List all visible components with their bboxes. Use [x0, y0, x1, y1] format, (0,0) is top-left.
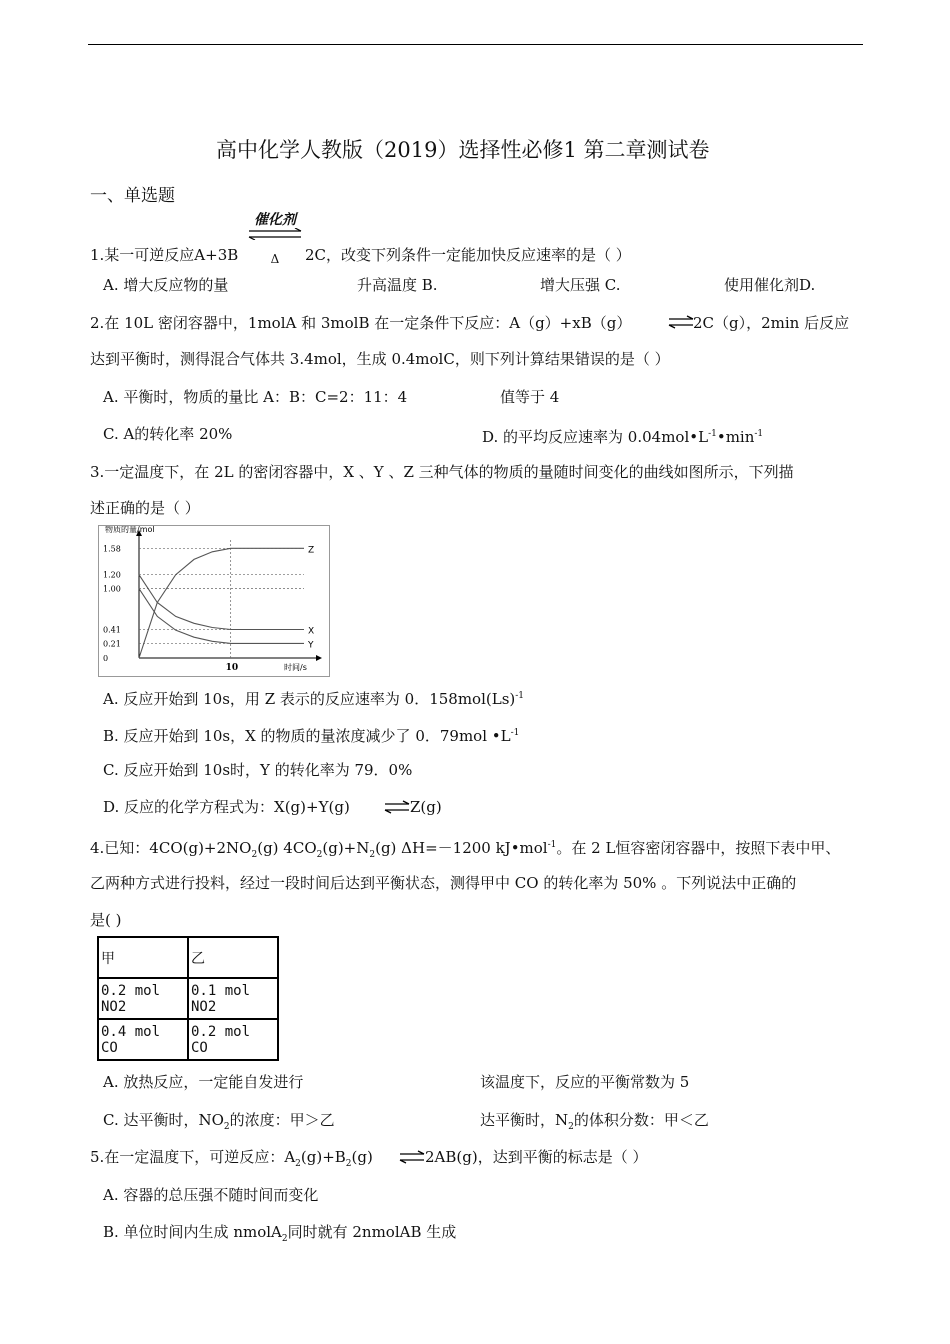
- q3-option-b-text: B. 反应开始到 10s，X 的物质的量浓度减少了 0．79mol •L: [103, 727, 511, 745]
- heat-symbol: Δ: [270, 252, 280, 266]
- q4-option-b: 该温度下，反应的平衡常数为 5: [480, 1073, 690, 1091]
- q2-option-d: [482, 424, 763, 447]
- series-label-x: X: [308, 626, 315, 637]
- q3-option-c: C. 反应开始到 10s时，Y 的转化率为 79．0%: [103, 761, 413, 779]
- q5-l1-a: 5.在一定温度下，可逆反应：A: [90, 1148, 296, 1166]
- q4-option-c: [103, 1110, 335, 1137]
- series-line-y: [139, 589, 304, 644]
- q1-stem-a: 1.某一可逆反应A+3B: [90, 246, 239, 264]
- table-cell: 0.2 mol CO: [188, 1019, 278, 1060]
- q3-chart: [98, 525, 330, 677]
- q2-line2: 达到平衡时，测得混合气体共 3.4mol，生成 0.4molC，则下列计算结果错误的是（ ）: [90, 350, 670, 368]
- q1-option-d: 使用催化剂D.: [724, 276, 816, 294]
- series-label-y: Y: [308, 640, 314, 651]
- q3-option-d-b: Z(g): [410, 798, 442, 816]
- q1-option-b: 升高温度 B.: [357, 276, 438, 294]
- page-title: 高中化学人教版（2019）选择性必修1 第二章测试卷: [216, 138, 710, 162]
- q4-option-a: A. 放热反应，一定能自发进行: [103, 1073, 304, 1091]
- q3-line1: 3.一定温度下，在 2L 的密闭容器中，X 、Y 、Z 三种气体的物质的量随时间变化的曲线如图所示，下列描: [90, 463, 794, 481]
- q4-l1-a: 4.已知：4CO(g)+2NO: [90, 839, 252, 857]
- q3-option-d-a: D. 反应的化学方程式为：X(g)+Y(g): [103, 798, 350, 816]
- q4-option-d-b: 的体积分数：甲＜乙: [573, 1111, 709, 1129]
- q1-stem-b: 2C，改变下列条件一定能加快反应速率的是（ ）: [305, 246, 631, 264]
- equilibrium-arrow-icon: [383, 800, 411, 814]
- q4-l1-sub2: 2: [316, 850, 323, 860]
- q2-option-d-mid: •min: [716, 428, 755, 446]
- q3-line2: 述正确的是（ ）: [90, 499, 200, 517]
- q2-line1-b: 2C（g），2min 后反应: [693, 314, 850, 332]
- q1-option-a: A. 增大反应物的量: [103, 276, 229, 294]
- table-cell: 0.1 mol NO2: [188, 978, 278, 1019]
- q5-l1-c: (g): [351, 1148, 373, 1166]
- q4-line1: [90, 835, 840, 865]
- q2-option-c: C. A的转化率 20%: [103, 425, 233, 443]
- q4-l1-d: (g) ΔH=－1200 kJ•mol: [375, 839, 548, 857]
- table-row: [98, 937, 278, 978]
- y-axis-label: 物质的量/mol: [105, 526, 155, 534]
- q4-l1-sup: -1: [547, 840, 557, 850]
- header-rule: [88, 44, 863, 45]
- series-line-z: [139, 548, 304, 658]
- q4-option-d-sub: 2: [568, 1122, 574, 1132]
- q2-option-a: A. 平衡时，物质的量比 A：B：C=2：11：4: [103, 388, 408, 406]
- q5-l1-sub2: 2: [345, 1159, 352, 1169]
- q4-option-d: [480, 1110, 709, 1137]
- q5-option-b-sub: 2: [281, 1234, 288, 1244]
- q1-option-c: 增大压强 C.: [540, 276, 621, 294]
- y-tick-label: 0: [103, 654, 109, 663]
- table-row: [98, 1019, 278, 1060]
- y-tick-label: 0.41: [103, 625, 121, 635]
- q4-line2: 乙两种方式进行投料，经过一段时间后达到平衡状态，测得甲中 CO 的转化率为 50% 。下列说法中正确的: [90, 874, 797, 892]
- table-cell: 0.2 mol NO2: [98, 978, 188, 1019]
- q4-option-c-b: 的浓度：甲＞乙: [229, 1111, 335, 1129]
- reversible-arrow-icon: [245, 228, 305, 240]
- q4-l1-b: (g) 4CO: [257, 839, 317, 857]
- q5-option-b-a: B. 单位时间内生成 nmolA: [103, 1223, 282, 1241]
- q4-l1-sub3: 2: [369, 850, 376, 860]
- q4-option-c-a: C. 达平衡时，NO: [103, 1111, 224, 1129]
- equilibrium-arrow-icon: [398, 1150, 426, 1164]
- y-tick-label: 1.20: [103, 570, 121, 580]
- x-axis-label: 时间/s: [284, 663, 307, 672]
- table-row: [98, 978, 278, 1019]
- q3-option-a-sup: -1: [515, 691, 525, 701]
- q5-option-b: [103, 1222, 456, 1249]
- q2-option-b: [500, 387, 559, 407]
- q2-option-b-text: 值等于 4: [500, 388, 560, 406]
- q5-l1-b: (g)+B: [300, 1148, 346, 1166]
- q2-option-d-sup1: -1: [708, 429, 717, 439]
- table-cell: 0.4 mol CO: [98, 1019, 188, 1060]
- chart-svg: [99, 526, 329, 676]
- section-heading: 一、单选题: [90, 186, 175, 206]
- table-cell: 乙: [188, 937, 278, 978]
- q4-l1-c: (g)+N: [322, 839, 370, 857]
- q2-option-d-text: D. 的平均反应速率为 0.04mol•L: [482, 428, 709, 446]
- q3-option-b-sup: -1: [510, 728, 520, 738]
- q4-feed-table: [97, 936, 279, 1061]
- q4-l1-sub1: 2: [251, 850, 258, 860]
- q4-line3: 是( ): [90, 911, 122, 929]
- series-label-z: Z: [308, 545, 315, 556]
- q2-option-d-sup2: -1: [754, 429, 764, 439]
- y-tick-label: 1.58: [103, 544, 121, 554]
- q4-option-c-sub: 2: [223, 1122, 230, 1132]
- equilibrium-arrow-icon: [667, 315, 695, 329]
- y-tick-label: 1.00: [103, 584, 121, 594]
- table-cell: 甲: [98, 937, 188, 978]
- q5-line1-d: 2AB(g)，达到平衡的标志是（ ）: [425, 1148, 648, 1166]
- q4-l1-e: 。在 2 L恒容密闭容器中，按照下表中甲、: [556, 839, 841, 857]
- x-axis-arrow: [316, 655, 322, 661]
- q3-option-b: [103, 723, 519, 746]
- q3-option-a: [103, 686, 524, 709]
- q4-option-d-a: 达平衡时，N: [480, 1111, 569, 1129]
- q3-option-a-text: A. 反应开始到 10s，用 Z 表示的反应速率为 0．158mol(Ls): [103, 690, 516, 708]
- catalyst-label: 催化剂: [254, 212, 296, 228]
- y-tick-label: 0.21: [103, 639, 121, 649]
- q2-line1-a: 2.在 10L 密闭容器中，1molA 和 3molB 在一定条件下反应：A（g）+xB（g）: [90, 314, 632, 332]
- q5-line1-a: [90, 1147, 373, 1174]
- q5-option-a: A. 容器的总压强不随时间而变化: [103, 1186, 319, 1204]
- q5-option-b-b: 同时就有 2nmolAB 生成: [287, 1223, 457, 1241]
- q5-l1-sub1: 2: [295, 1159, 301, 1169]
- x-tick-label: 10: [225, 663, 239, 673]
